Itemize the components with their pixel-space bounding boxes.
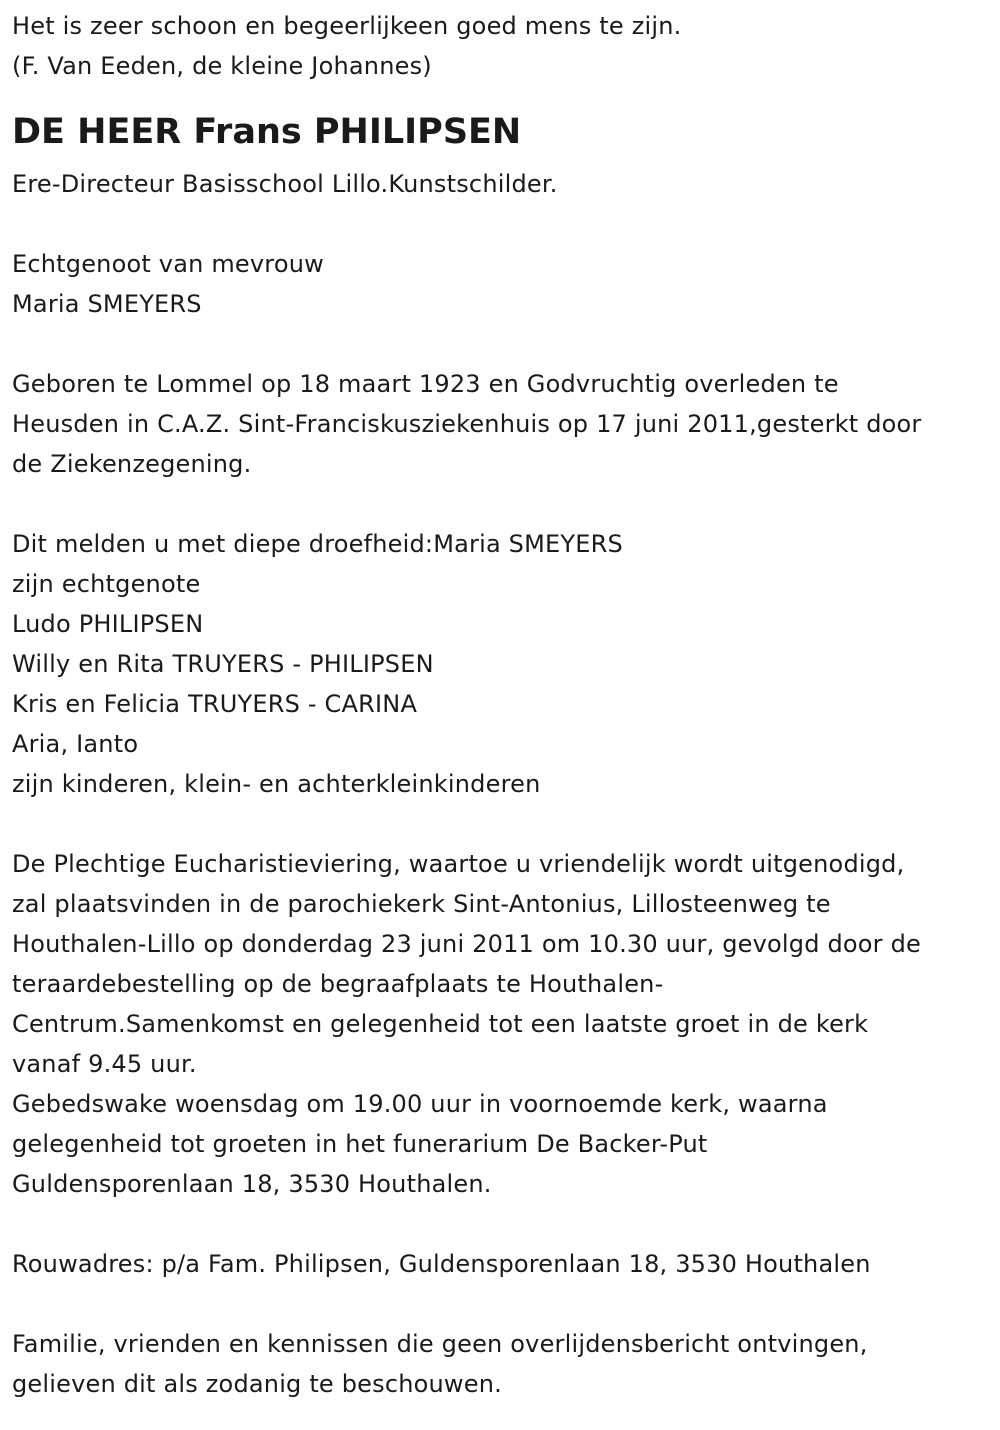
quote-source: (F. Van Eeden, de kleine Johannes) — [12, 52, 432, 80]
mourning-address: Rouwadres: p/a Fam. Philipsen, Guldensporenlaan 18, 3530 Houthalen — [12, 1250, 871, 1278]
deceased-name: DE HEER Frans PHILIPSEN — [12, 112, 522, 152]
spacer — [12, 484, 992, 524]
ceremony-line: zal plaatsvinden in de parochiekerk Sint-Antonius, Lillosteenweg te — [12, 890, 831, 918]
announcer-line: zijn kinderen, klein- en achterkleinkinderen — [12, 770, 541, 798]
announcer-line: Dit melden u met diepe droefheid:Maria SMEYERS — [12, 530, 623, 558]
ceremony-line: De Plechtige Eucharistieviering, waartoe u vriendelijk wordt uitgenodigd, — [12, 850, 905, 878]
announcer-line: zijn echtgenote — [12, 570, 201, 598]
spacer — [12, 804, 992, 844]
ceremony-line: vanaf 9.45 uur. — [12, 1050, 197, 1078]
closing-line: Familie, vrienden en kennissen die geen overlijdensbericht ontvingen, — [12, 1330, 868, 1358]
spouse-name: Maria SMEYERS — [12, 290, 202, 318]
spacer — [12, 1204, 992, 1244]
deceased-title: Ere-Directeur Basisschool Lillo.Kunstschilder. — [12, 170, 558, 198]
ceremony-line: teraardebestelling op de begraafplaats te Houthalen- — [12, 970, 664, 998]
quote-text: Het is zeer schoon en begeerlijkeen goed mens te zijn. — [12, 12, 682, 40]
ceremony-line: Guldensporenlaan 18, 3530 Houthalen. — [12, 1170, 492, 1198]
ceremony-line: Gebedswake woensdag om 19.00 uur in voornoemde kerk, waarna — [12, 1090, 828, 1118]
birth-death-line: de Ziekenzegening. — [12, 450, 252, 478]
ceremony-line: Houthalen-Lillo op donderdag 23 juni 2011 om 10.30 uur, gevolgd door de — [12, 930, 921, 958]
ceremony-line: gelegenheid tot groeten in het funerarium De Backer-Put — [12, 1130, 708, 1158]
announcer-line: Kris en Felicia TRUYERS - CARINA — [12, 690, 418, 718]
ceremony-line: Centrum.Samenkomst en gelegenheid tot een laatste groet in de kerk — [12, 1010, 869, 1038]
birth-death-line: Heusden in C.A.Z. Sint-Franciskusziekenhuis op 17 juni 2011,gesterkt door — [12, 410, 922, 438]
spouse-intro: Echtgenoot van mevrouw — [12, 250, 324, 278]
announcer-line: Willy en Rita TRUYERS - PHILIPSEN — [12, 650, 434, 678]
closing-line: gelieven dit als zodanig te beschouwen. — [12, 1370, 502, 1398]
birth-death-line: Geboren te Lommel op 18 maart 1923 en Godvruchtig overleden te — [12, 370, 839, 398]
spacer — [12, 1284, 992, 1324]
obituary-document — [12, 6, 992, 1404]
announcer-line: Ludo PHILIPSEN — [12, 610, 204, 638]
spacer — [12, 204, 992, 244]
spacer — [12, 324, 992, 364]
announcer-line: Aria, Ianto — [12, 730, 139, 758]
